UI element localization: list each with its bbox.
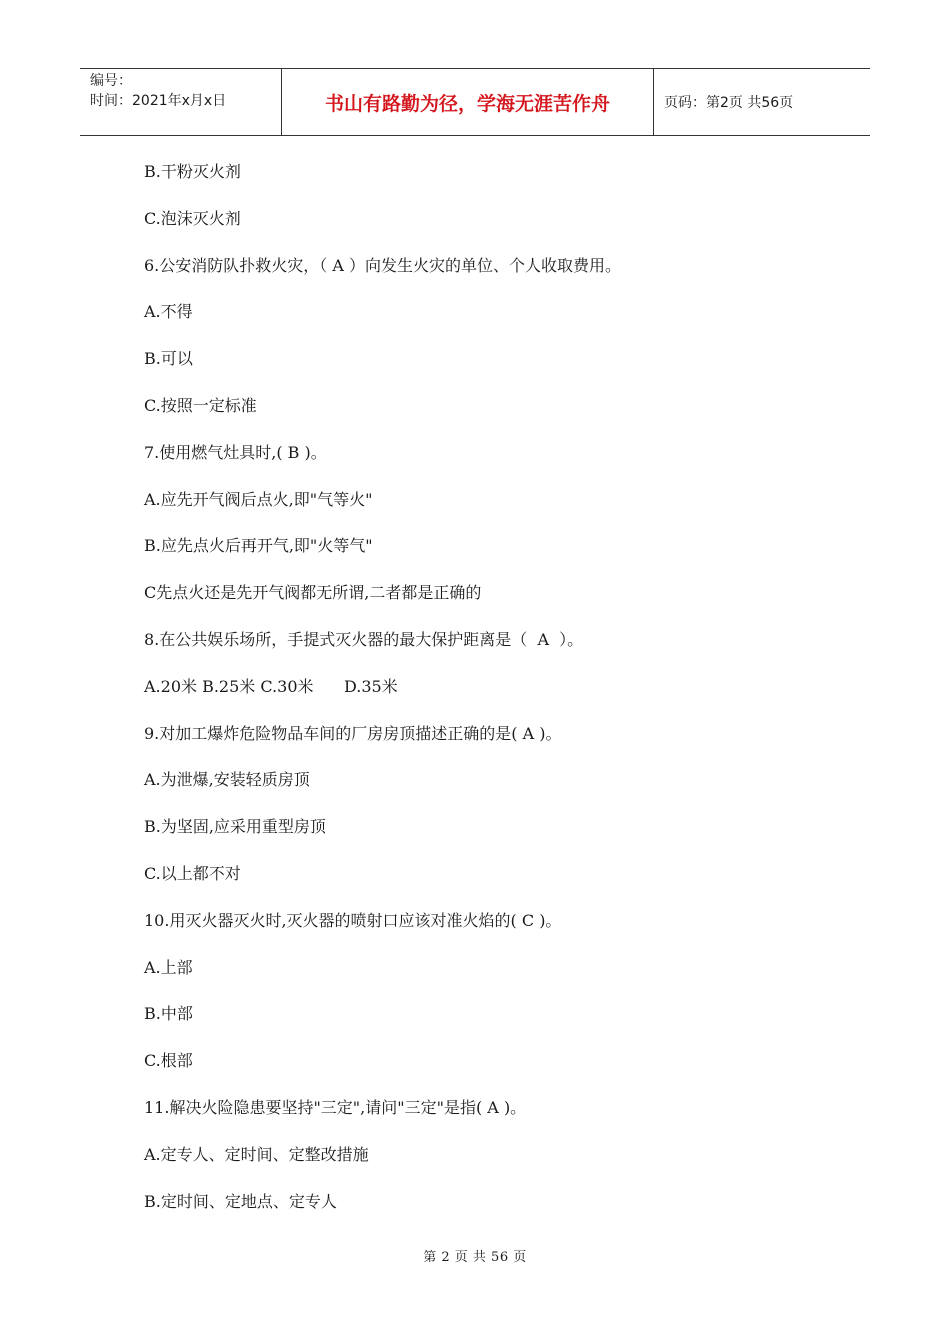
text-line: A.20米 B.25米 C.30米 D.35米 (144, 676, 398, 696)
question-7: 7.使用燃气灶具时,( B )。 (144, 442, 327, 462)
text-line: B.可以 (144, 349, 193, 369)
text-line: B.为坚固,应采用重型房顶 (144, 817, 326, 837)
document-date: 时间：2021年x月x日 (90, 93, 227, 109)
text-line: A.上部 (144, 957, 193, 977)
document-number-label: 编号： (90, 73, 132, 89)
text-line: A.应先开气阀后点火,即"气等火" (144, 489, 373, 509)
header-motto: 书山有路勤为径，学海无涯苦作舟 (282, 69, 654, 135)
header-page-number: 页码：第2页 共56页 (664, 95, 794, 111)
question-8: 8.在公共娱乐场所，手提式灭火器的最大保护距离是（ A ）。 (144, 629, 584, 649)
page-header (80, 68, 870, 136)
text-line: A.为泄爆,安装轻质房顶 (144, 770, 310, 790)
text-line: C.以上都不对 (144, 863, 241, 883)
text-line: C.根部 (144, 1051, 193, 1071)
text-line: C.泡沫灭火剂 (144, 208, 241, 228)
header-meta (80, 69, 282, 135)
text-line: B.定时间、定地点、定专人 (144, 1191, 337, 1211)
question-11: 11.解决火险隐患要坚持"三定",请问"三定"是指( A )。 (144, 1097, 527, 1117)
text-line: B.干粉灭火剂 (144, 162, 241, 181)
text-line: A.不得 (144, 302, 193, 322)
question-9: 9.对加工爆炸危险物品车间的厂房房顶描述正确的是( A )。 (144, 723, 562, 743)
text-line: A.定专人、定时间、定整改措施 (144, 1144, 369, 1164)
text-line: C先点火还是先开气阀都无所谓,二者都是正确的 (144, 583, 482, 603)
question-6: 6.公安消防队扑救火灾，（ A ）向发生火灾的单位、个人收取费用。 (144, 255, 621, 275)
text-line: C.按照一定标准 (144, 395, 257, 415)
text-line: B.中部 (144, 1004, 193, 1024)
question-10: 10.用灭火器灭火时,灭火器的喷射口应该对准火焰的( C )。 (144, 910, 562, 930)
document-body (144, 159, 864, 1235)
text-line: B.应先点火后再开气,即"火等气" (144, 536, 373, 556)
page-footer: 第 2 页 共 56 页 (423, 1250, 527, 1265)
